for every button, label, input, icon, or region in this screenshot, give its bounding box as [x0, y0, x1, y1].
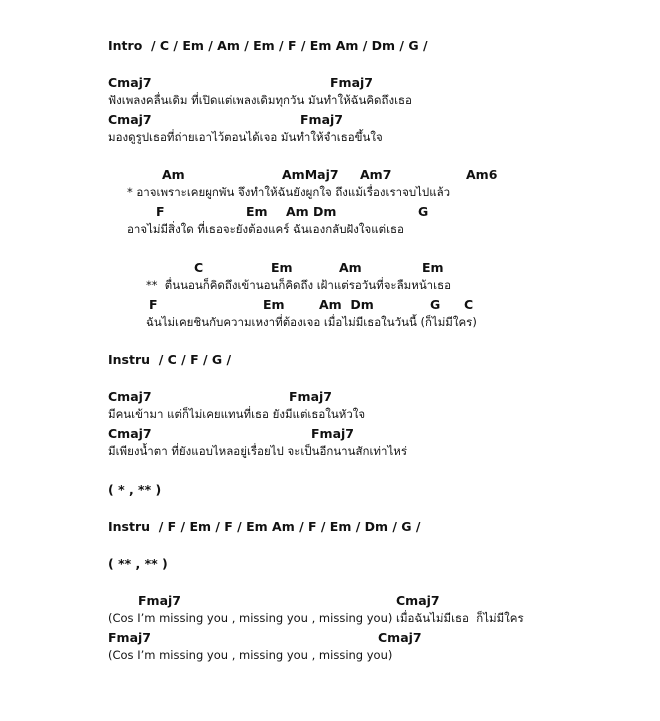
chord: Cmaj7: [108, 426, 152, 441]
chord: Am Dm: [286, 204, 337, 219]
instru-line: Instru / F / Em / F / Em Am / F / Em / Dm / G /: [108, 519, 421, 534]
chord: Em: [271, 260, 293, 275]
chord: Fmaj7: [311, 426, 354, 441]
chord: Am6: [466, 167, 498, 182]
chord: Cmaj7: [378, 630, 422, 645]
chord: Em: [263, 297, 285, 312]
chord: Fmaj7: [330, 75, 373, 90]
chord: Cmaj7: [396, 593, 440, 608]
lyric-line: มีเพียงน้ำตา ที่ยังแอบไหลอยู่เรื่อยไป จะเป็นอีกนานสักเท่าไหร่: [108, 444, 407, 458]
chord: G: [418, 204, 429, 219]
chord: F: [149, 297, 158, 312]
lyric-line: ฉันไม่เคยชินกับความเหงาที่ต้องเจอ เมื่อไม่มีเธอในวันนี้ (ก็ไม่มีใคร): [146, 315, 477, 329]
lyric-line: * อาจเพราะเคยผูกพัน จึงทำให้ฉันยังผูกใจ ถึงแม้เรื่องเราจบไปแล้ว: [127, 185, 451, 199]
lyric-line: (Cos I’m missing you , missing you , missing you) เมื่อฉันไม่มีเธอ ก็ไม่มีใคร: [108, 611, 524, 625]
chord: F: [156, 204, 165, 219]
instru-line: Instru / C / F / G /: [108, 352, 232, 367]
lyric-line: ฟังเพลงคลื่นเดิม ที่เปิดแต่เพลงเดิมทุกวัน มันทำให้ฉันคิดถึงเธอ: [108, 93, 412, 107]
chord: Am: [162, 167, 185, 182]
lyric-line: (Cos I’m missing you , missing you , missing you): [108, 648, 393, 662]
intro-line: Intro / C / Em / Am / Em / F / Em Am / Dm / G /: [108, 38, 428, 53]
chord: C: [194, 260, 204, 275]
chord: Em: [246, 204, 268, 219]
chord: Cmaj7: [108, 389, 152, 404]
chord: Cmaj7: [108, 75, 152, 90]
chord: G: [430, 297, 441, 312]
lyric-line: มองดูรูปเธอที่ถ่ายเอาไว้ตอนได้เจอ มันทำให้จำเธอขึ้นใจ: [108, 130, 383, 144]
chord: Fmaj7: [108, 630, 151, 645]
lyric-line: มีคนเข้ามา แต่ก็ไม่เคยแทนที่เธอ ยังมีแต่เธอในหัวใจ: [108, 407, 366, 421]
chord: Fmaj7: [138, 593, 181, 608]
chord: C: [464, 297, 474, 312]
lyric-line: อาจไม่มีสิ่งใด ที่เธอจะยังต้องแคร์ ฉันเองกลับฝังใจแต่เธอ: [127, 222, 404, 236]
chord: AmMaj7: [282, 167, 339, 182]
repeat-line: ( * , ** ): [108, 482, 162, 497]
chord: Fmaj7: [300, 112, 343, 127]
chord: Em: [422, 260, 444, 275]
chord: Am7: [360, 167, 392, 182]
lyric-line: ** ตื่นนอนก็คิดถึงเข้านอนก็คิดถึง เฝ้าแต่รอวันที่จะลืมหน้าเธอ: [146, 278, 451, 292]
chord: Cmaj7: [108, 112, 152, 127]
chord: Am Dm: [319, 297, 374, 312]
chord: Fmaj7: [289, 389, 332, 404]
chord: Am: [339, 260, 362, 275]
repeat-line: ( ** , ** ): [108, 556, 168, 571]
